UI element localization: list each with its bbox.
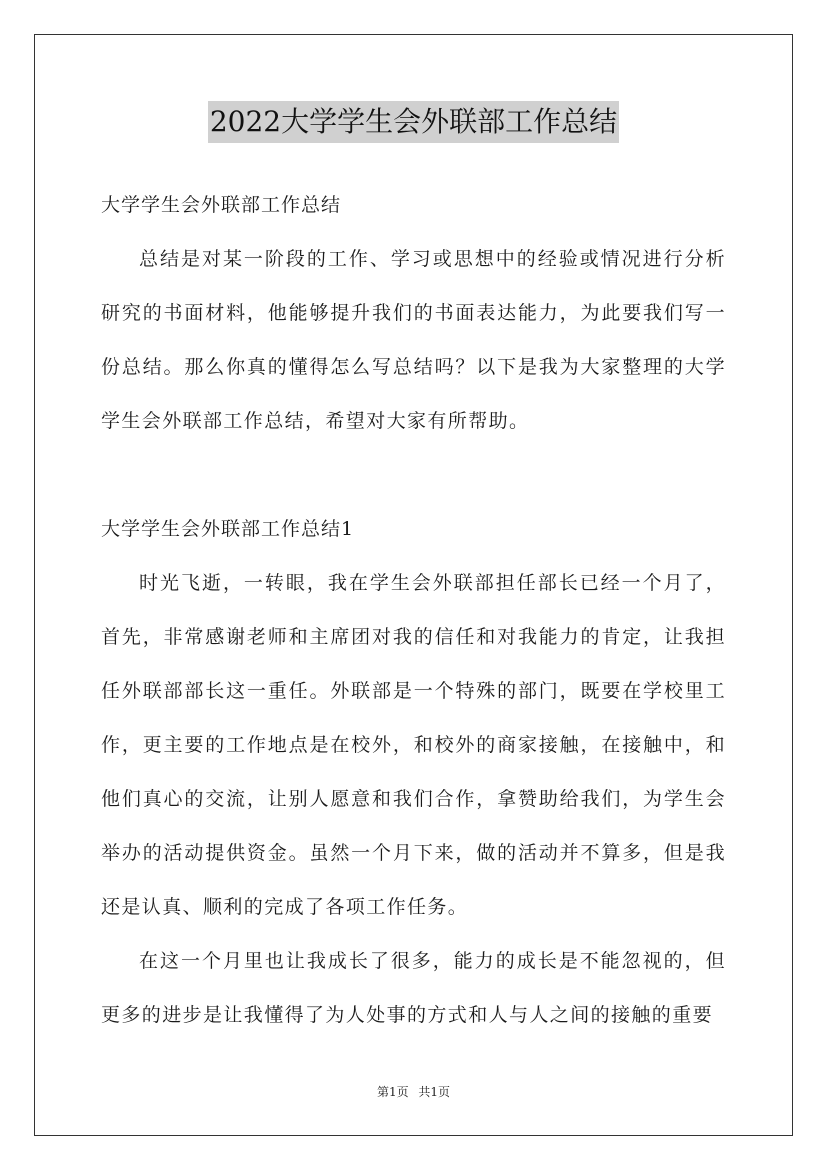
body-paragraph-2: 在这一个月里也让我成长了很多，能力的成长是不能忽视的，但更多的进步是让我懂得了为人处事的方式和人与人之间的接触的重要 [101, 950, 726, 1026]
blank-line [101, 448, 726, 502]
section-heading-1: 大学学生会外联部工作总结1 [101, 518, 355, 540]
body-paragraph-1: 时光飞逝，一转眼，我在学生会外联部担任部长已经一个月了，首先，非常感谢老师和主席团对我的信任和对我能力的肯定，让我担任外联部部长这一重任。外联部是一个特殊的部门，既要在学校里工作，更主要的工作地点是在校外，和校外的商家接触，在接触中，和他们真心的交流，让别人愿意和我们合作，拿赞助给我们，为学生会举办的活动提供资金。虽然一个月下来，做的活动并不算多，但是我还是认真、顺利的完成了各项工作任务。 [101, 572, 726, 918]
document-body [101, 178, 726, 1042]
title-wrapper [0, 101, 827, 143]
section-heading: 大学学生会外联部工作总结 [101, 194, 342, 216]
page-footer [0, 1083, 827, 1100]
intro-paragraph: 总结是对某一阶段的工作、学习或思想中的经验或情况进行分析研究的书面材料，他能够提升我们的书面表达能力，为此要我们写一份总结。那么你真的懂得怎么写总结吗？以下是我为大家整理的大学学生会外联部工作总结，希望对大家有所帮助。 [101, 248, 726, 432]
document-title: 2022大学学生会外联部工作总结 [208, 101, 619, 143]
page-total: 共1页 [418, 1085, 451, 1099]
page-number: 第1页 [376, 1085, 409, 1099]
